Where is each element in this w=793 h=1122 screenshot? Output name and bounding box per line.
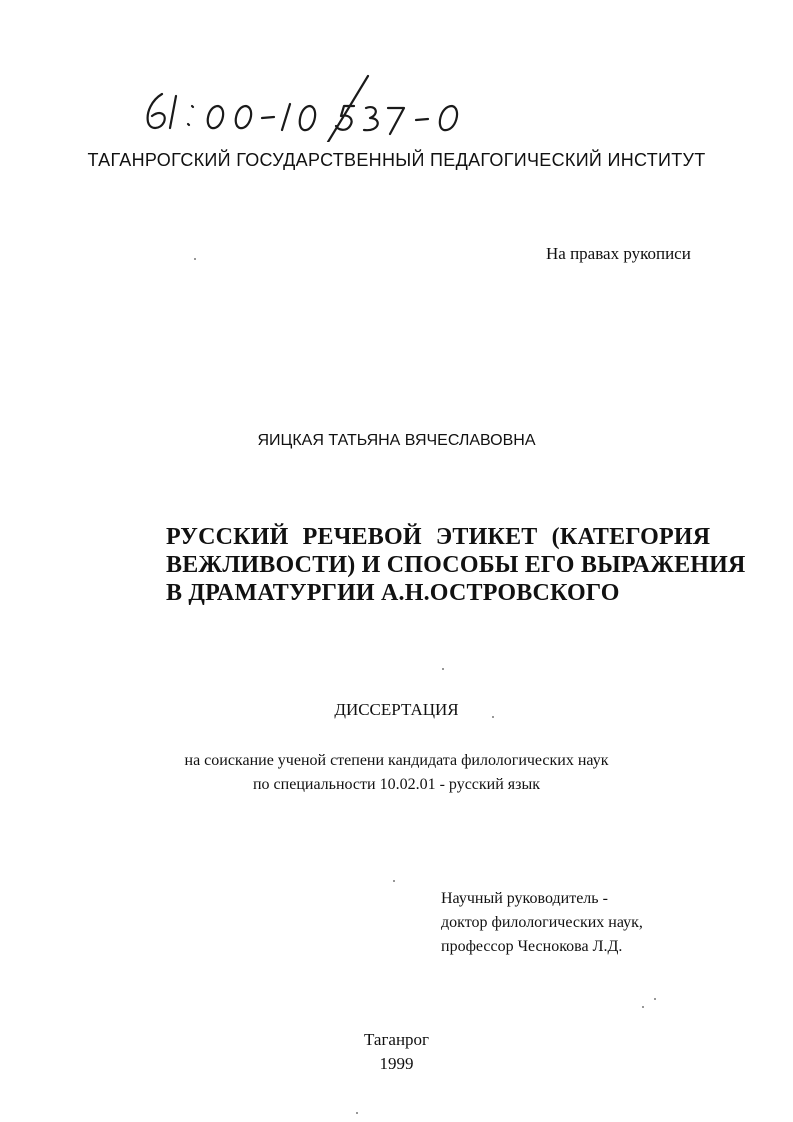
supervisor-line: Научный руководитель - <box>441 890 608 907</box>
title-line: РУССКИЙ РЕЧЕВОЙ ЭТИКЕТ (КАТЕГОРИЯ <box>166 524 711 550</box>
degree-line: по специальности 10.02.01 - русский язык <box>252 776 540 793</box>
rights-note: На правах рукописи <box>546 244 691 263</box>
handwritten-archive-number <box>140 72 470 142</box>
scan-speck <box>356 1112 358 1114</box>
supervisor-line: профессор Чеснокова Л.Д. <box>441 938 623 955</box>
institute-name: ТАГАНРОГСКИЙ ГОСУДАРСТВЕННЫЙ ПЕДАГОГИЧЕСКИЙ ИНСТИТУТ <box>87 150 706 170</box>
document-type: ДИССЕРТАЦИЯ <box>334 700 459 719</box>
title-line: ВЕЖЛИВОСТИ) И СПОСОБЫ ЕГО ВЫРАЖЕНИЯ <box>166 552 746 578</box>
title-line: В ДРАМАТУРГИИ А.Н.ОСТРОВСКОГО <box>166 580 620 606</box>
scan-speck <box>642 1006 644 1008</box>
scan-speck <box>654 998 656 1000</box>
footer-place-year <box>0 1028 793 1076</box>
degree-line: на соискание ученой степени кандидата филологических наук <box>184 752 609 769</box>
scan-speck <box>442 668 444 670</box>
supervisor-line: доктор филологических наук, <box>441 914 643 931</box>
city: Таганрог <box>363 1030 430 1049</box>
author-name: ЯИЦКАЯ ТАТЬЯНА ВЯЧЕСЛАВОВНА <box>257 432 536 449</box>
scan-speck <box>194 258 196 260</box>
scan-speck <box>393 880 395 882</box>
dissertation-title <box>166 523 746 607</box>
year: 1999 <box>379 1054 414 1073</box>
handwritten-number-drawing <box>140 72 470 142</box>
supervisor-block <box>441 887 643 959</box>
scan-speck <box>492 716 494 718</box>
degree-statement <box>0 749 793 797</box>
